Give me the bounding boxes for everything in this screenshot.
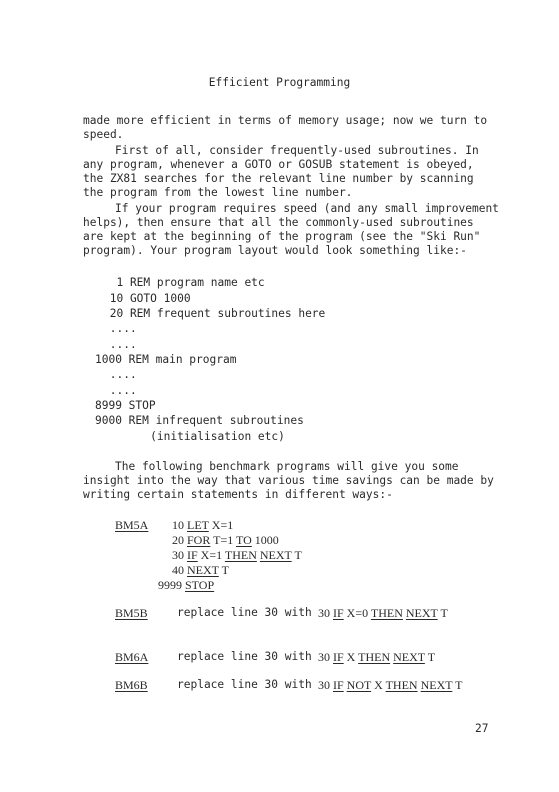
listing-line: 1000 REM main program (95, 353, 237, 366)
line-number: 30 (172, 548, 184, 562)
variant-text: replace line 30 with (177, 678, 312, 691)
keyword: LET (187, 518, 209, 532)
listing-line: .... (103, 384, 137, 397)
listing-line: 10 GOTO 1000 (103, 292, 191, 305)
listing-line: .... (103, 368, 137, 381)
code-line (172, 518, 233, 532)
keyword: THEN (224, 548, 257, 562)
benchmark-label: BM6B (115, 678, 148, 692)
benchmark-label: BM5A (115, 518, 149, 532)
code-text: T (291, 548, 302, 562)
code-line (172, 548, 302, 562)
keyword: NEXT (420, 678, 453, 692)
code-line (318, 678, 462, 692)
code-line (318, 606, 448, 620)
keyword: IF (333, 678, 344, 692)
paragraph-intro: made more efficient in terms of memory usage; now we turn to speed. (83, 114, 488, 141)
listing-line: .... (103, 338, 137, 351)
code-text: X (371, 678, 386, 692)
benchmark-label: BM6A (115, 650, 149, 664)
line-number: 30 (318, 678, 330, 692)
keyword: NOT (346, 678, 372, 692)
code-text: T (452, 678, 463, 692)
variant-text: replace line 30 with (177, 650, 312, 663)
keyword: NEXT (187, 563, 219, 577)
keyword: THEN (385, 678, 418, 692)
keyword: IF (333, 606, 344, 620)
code-text: X=1 (197, 548, 225, 562)
keyword: NEXT (405, 606, 438, 620)
listing-line: 20 REM frequent subroutines here (103, 307, 326, 320)
keyword: THEN (370, 606, 403, 620)
keyword: NEXT (393, 650, 425, 664)
code-line (172, 533, 279, 547)
code-text: T (424, 650, 436, 664)
listing-line: 8999 STOP (95, 399, 156, 412)
code-text: X=1 (208, 518, 234, 532)
code-text: 1000 (251, 533, 279, 547)
line-number: 30 (318, 650, 330, 664)
keyword: NEXT (259, 548, 292, 562)
code-text: T=1 (210, 533, 237, 547)
code-text: T (437, 606, 448, 620)
paragraph-subroutines: First of all, consider frequently-used subroutines. In any program, whenever a GOTO or GOSUB statement is obeyed, the ZX81 searches for the relevant line number by scanning the program from the lowest line number. (83, 144, 479, 199)
keyword: STOP (185, 578, 215, 592)
keyword: IF (187, 548, 198, 562)
code-line (172, 563, 229, 577)
code-line (318, 650, 435, 664)
line-number: 9999 (158, 578, 182, 592)
page-number: 27 (475, 722, 489, 735)
code-text: X (343, 650, 359, 664)
keyword: TO (236, 533, 252, 547)
keyword: THEN (358, 650, 391, 664)
line-number: 40 (172, 563, 184, 577)
listing-line: (initialisation etc) (103, 430, 285, 443)
line-number: 10 (172, 518, 184, 532)
page-title: Efficient Programming (208, 76, 351, 89)
listing-line: 1 REM program name etc (103, 276, 265, 289)
line-number: 30 (318, 606, 330, 620)
listing-line: 9000 REM infrequent subroutines (95, 414, 304, 427)
code-line (158, 578, 214, 592)
listing-line: .... (103, 322, 137, 335)
code-text: T (218, 563, 229, 577)
line-number: 20 (172, 533, 184, 547)
benchmark-label: BM5B (115, 606, 148, 620)
paragraph-layout: If your program requires speed (and any small improvement helps), then ensure that all the commonly-used subroutines are kept at the beginning of the program (see the "Ski Run" program). Your program layout would look something like:- (83, 202, 499, 257)
paragraph-benchmarks: The following benchmark programs will give you some insight into the way that various time savings can be made by writing certain statements in different ways:- (83, 460, 494, 501)
keyword: IF (333, 650, 344, 664)
keyword: FOR (187, 533, 211, 547)
variant-text: replace line 30 with (177, 606, 312, 619)
code-text: X=0 (343, 606, 371, 620)
